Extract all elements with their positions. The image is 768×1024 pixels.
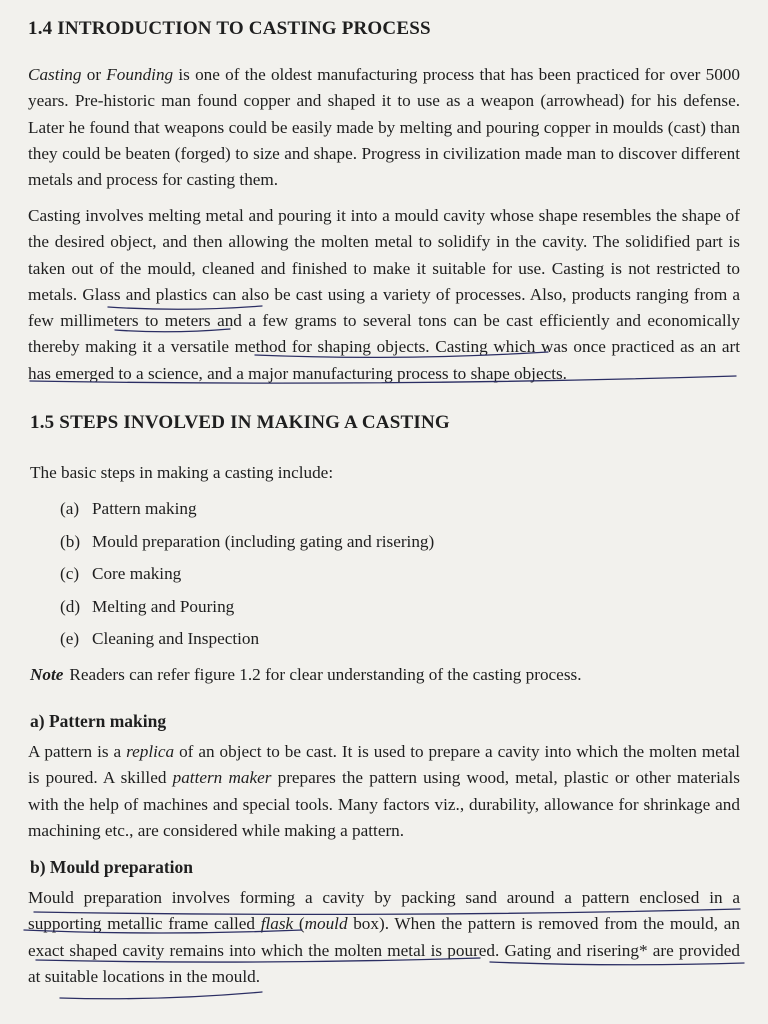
list-item [60, 626, 434, 659]
step-text: Cleaning and Inspection [92, 629, 260, 649]
step-label: (e) [60, 629, 80, 649]
term-founding: Founding [106, 65, 174, 84]
steps-list [60, 496, 434, 659]
section-heading-1-5: 1.5 STEPS INVOLVED IN MAKING A CASTING [30, 412, 450, 433]
term-flask: flask [260, 914, 294, 934]
term-replica: replica [126, 742, 175, 761]
paragraph-casting-history [28, 62, 740, 193]
step-text: Pattern making [92, 499, 197, 518]
step-label: (c) [60, 564, 80, 584]
paragraph-text: box). When the pattern is removed from the mould, an exact shaped cavity remains into which the molten metal is poured. Gating and risering* are provided at suitable locations in the mould. [28, 914, 740, 986]
step-text: Mould preparation (including gating and risering) [92, 531, 435, 551]
text-or: or [81, 65, 107, 84]
step-label: (d) [60, 596, 81, 616]
paragraph-pattern [28, 739, 740, 844]
section-heading-1-4: 1.4 INTRODUCTION TO CASTING PROCESS [28, 18, 431, 39]
paragraph-mould [28, 885, 740, 990]
step-text: Melting and Pouring [92, 596, 235, 616]
step-label: (b) [60, 531, 81, 551]
list-item [60, 529, 434, 562]
paragraph-text: A pattern is a [28, 742, 127, 761]
subheading-pattern-making: a) Pattern making [30, 711, 167, 731]
step-text: Core making [92, 564, 182, 584]
note-keyword: Note [30, 665, 64, 684]
term-casting: Casting [28, 65, 82, 84]
paragraph-text: is one of the oldest manufacturing process that has been practiced for over 5000 years. Pre-historic man found copper and shaped it to use as a weapon (arrowhead) for his defense. Later he found that weapons could be easily made by melting and pouring copper in moulds (cast) than they could be beaten (forged) to size and shape. Progress in civilization made man to discover different metals and process for casting them. [28, 65, 740, 190]
paragraph-text: of an object to be cast. It is used to prepare a cavity into which the molten metal is poured. A skilled [28, 742, 740, 788]
list-item [60, 561, 434, 594]
paragraph-text: prepares the pattern using wood, metal, plastic or other materials with the help of machines and special tools. Many factors viz., durability, allowance for shrinkage and machining etc., are considered while making a pattern. [28, 768, 740, 840]
paragraph-text: Mould preparation involves forming a cavity by packing sand around a pattern enclosed in a supporting metallic frame called [28, 888, 740, 934]
list-item [60, 594, 434, 627]
step-label: (a) [60, 499, 80, 518]
list-item [60, 496, 434, 529]
note-text: Readers can refer figure 1.2 for clear understanding of the casting process. [69, 665, 582, 684]
paragraph-text: ( [293, 914, 305, 934]
term-mould: mould [304, 914, 348, 934]
note-line [30, 665, 582, 685]
underline-mark [60, 992, 262, 999]
subheading-mould-preparation: b) Mould preparation [30, 857, 194, 877]
paragraph-casting-definition: Casting involves melting metal and pouring it into a mould cavity whose shape resembles the shape of the desired object, and then allowing the molten metal to solidify in the cavity. The solidified part is taken out of the mould, cleaned and finished to make it suitable for use. Casting is not restricted to metals. Glass and plastics can also be cast using a variety of processes. Also, products ranging from a few millimeters to meters and a few grams to several tons can be cast efficiently and economically thereby making it a versatile method for shaping objects. Casting which was once practiced as an art has emerged to a science, and a major manufacturing process to shape objects. [28, 206, 740, 383]
term-pattern-maker: pattern maker [172, 768, 272, 788]
steps-intro: The basic steps in making a casting include: [30, 463, 334, 482]
